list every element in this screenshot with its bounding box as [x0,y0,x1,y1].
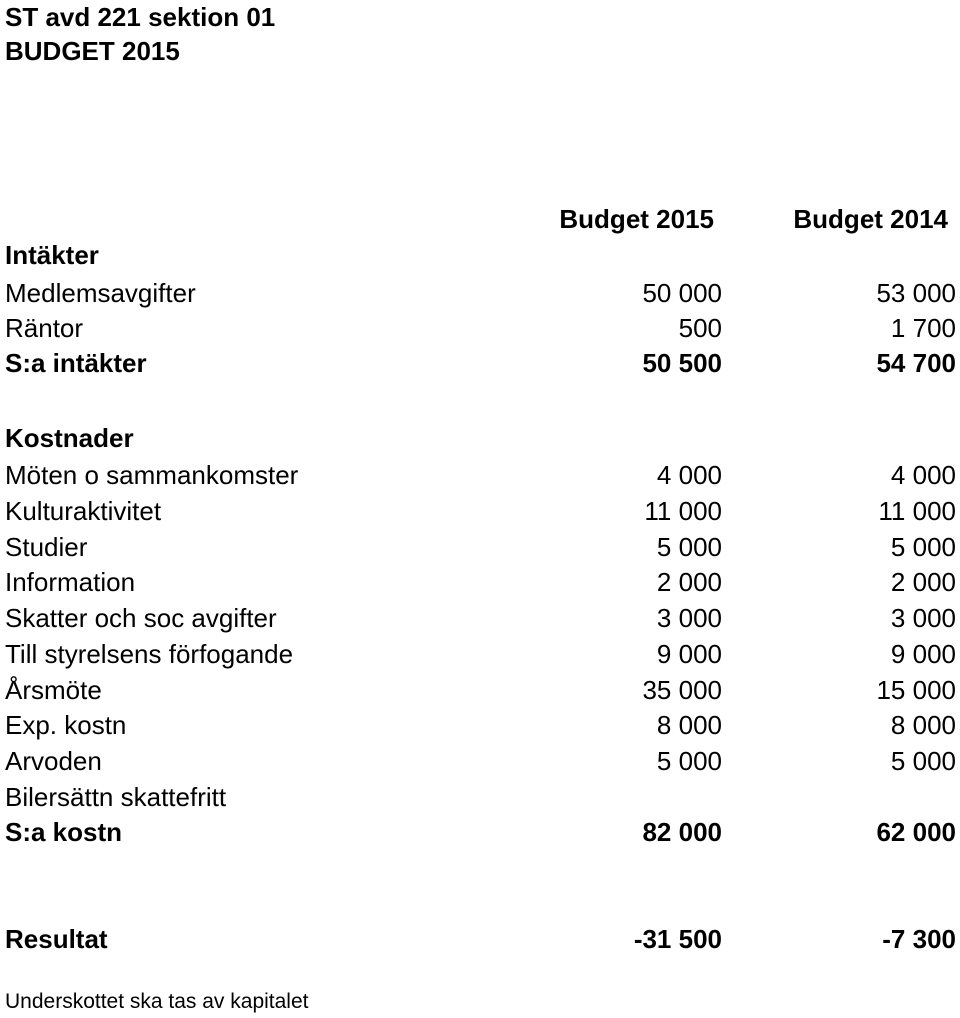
table-row [0,673,960,707]
result-row [0,922,960,956]
income-total-row [0,346,960,380]
table-row [0,708,960,742]
row-label: Räntor [5,313,84,343]
table-row [0,744,960,778]
row-label: Möten o sammankomster [5,460,299,490]
row-label: Resultat [5,924,108,954]
value-budget-2015: 3 000 [656,603,722,633]
value-budget-2014: 9 000 [890,639,956,669]
value-budget-2014: 1 700 [890,313,956,343]
value-budget-2015: 11 000 [644,496,722,526]
value-budget-2015: 8 000 [656,710,722,740]
costs-total-row [0,815,960,849]
value-budget-2015: 500 [678,313,722,343]
value-budget-2015: 5 000 [656,746,722,776]
table-row [0,276,960,310]
column-header-row [0,202,960,236]
value-budget-2015: 35 000 [642,675,722,705]
document-subtitle: BUDGET 2015 [5,36,180,66]
footnote: Underskottet ska tas av kapitalet [5,990,309,1013]
table-row [0,530,960,564]
row-label: Arvoden [5,746,102,776]
row-label: S:a intäkter [5,348,147,378]
table-row [0,565,960,599]
value-budget-2014: 11 000 [878,496,956,526]
column-header-budget-2014: Budget 2014 [793,204,948,234]
value-budget-2015: -31 500 [633,924,722,954]
value-budget-2014: 15 000 [876,675,956,705]
table-row [0,637,960,671]
value-budget-2014: -7 300 [882,924,956,954]
row-label: Bilersättn skattefritt [5,782,227,812]
value-budget-2014: 2 000 [890,567,956,597]
row-label: Studier [5,532,88,562]
row-label: Skatter och soc avgifter [5,603,277,633]
value-budget-2015: 50 500 [642,348,722,378]
table-row [0,494,960,528]
value-budget-2015: 4 000 [656,460,722,490]
value-budget-2015: 82 000 [642,817,722,847]
table-row [0,601,960,635]
row-label: S:a kostn [5,817,123,847]
value-budget-2014: 8 000 [890,710,956,740]
value-budget-2015: 50 000 [642,278,722,308]
value-budget-2015: 9 000 [656,639,722,669]
value-budget-2014: 5 000 [890,532,956,562]
section-heading: Kostnader [5,423,134,453]
value-budget-2014: 3 000 [890,603,956,633]
column-header-budget-2015: Budget 2015 [559,204,714,234]
row-label: Exp. kostn [5,710,127,740]
section-heading: Intäkter [5,240,99,270]
value-budget-2015: 5 000 [656,532,722,562]
table-row [0,311,960,345]
row-label: Årsmöte [5,675,102,705]
document-title: ST avd 221 sektion 01 [5,2,276,32]
row-label: Till styrelsens förfogande [5,639,294,669]
row-label: Information [5,567,136,597]
table-row [0,780,960,814]
value-budget-2014: 54 700 [876,348,956,378]
table-row [0,458,960,492]
value-budget-2015: 2 000 [656,567,722,597]
row-label: Medlemsavgifter [5,278,196,308]
costs-heading [0,421,960,455]
row-label: Kulturaktivitet [5,496,162,526]
value-budget-2014: 62 000 [876,817,956,847]
income-heading [0,238,960,272]
value-budget-2014: 5 000 [890,746,956,776]
value-budget-2014: 4 000 [890,460,956,490]
value-budget-2014: 53 000 [876,278,956,308]
